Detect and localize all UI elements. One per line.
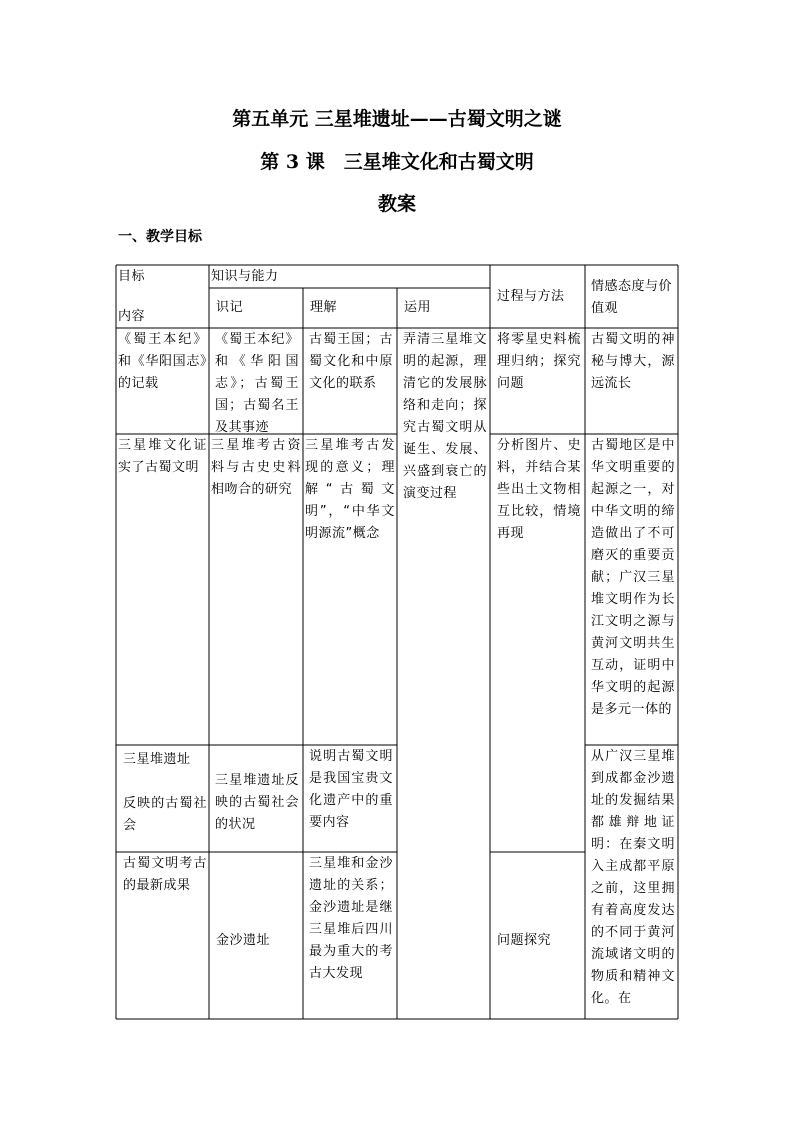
document-title: 教案 (377, 193, 416, 215)
r4-recall: 金沙遗址 (216, 933, 271, 948)
header-emotion: 情感态度与价值观 (591, 279, 673, 316)
header-content: 内容 (118, 309, 146, 324)
r3-content-title: 三星堆遗址 (123, 752, 191, 767)
apply-text: 弄清三星堆文明的起源，理清它的发展脉络和走向；探究古蜀文明从诞生、发展、兴盛到衰亡的演变过程 (403, 332, 487, 501)
header-process: 过程与方法 (497, 289, 565, 304)
r3-understand: 说明古蜀文明是我国宝贵文化遗产中的重要内容 (309, 749, 393, 830)
r1-content: 《蜀王本纪》和《华阳国志》的记载 (118, 332, 207, 391)
r4-content: 古蜀文明考古的最新成果 (123, 856, 207, 893)
r1-process: 将零星史料梳理归纳；探究问题 (497, 332, 581, 391)
r4-understand: 三星堆和金沙遗址的关系；金沙遗址是继三星堆后四川最为重大的考古大发现 (309, 856, 393, 981)
r2-process: 分析图片、史料，并结合某些出土文物相互比较，情境再现 (497, 438, 581, 541)
r2-content: 三星堆文化证实了古蜀文明 (118, 438, 207, 475)
section-heading: 一、教学目标 (118, 229, 202, 245)
r3-content-sub: 反映的古蜀社会 (123, 796, 207, 833)
emotion-continued: 从广汉三星堆到成都金沙遗址的发掘结果都雄辩地证明：在秦文明入主成都平原之前，这里拥有着高度发达的不同于黄河流域诸文明的物质和精神文化。在 (591, 749, 675, 1006)
r2-emotion: 古蜀地区是中华文明重要的起源之一，对中华文明的缔造做出了不可磨灭的重要贡献；广汉三星堆文明作为长江文明之源与黄河文明共生互动，证明中华文明的起源是多元一体的 (591, 438, 675, 717)
r2-recall: 三星堆考古资料与古史史料相吻合的研究 (211, 438, 301, 497)
unit-title: 第五单元 三星堆遗址——古蜀文明之谜 (232, 108, 562, 130)
r2-understand: 三星堆考古发现的意义；理解“古蜀文明”，“中华文明源流”概念 (305, 438, 395, 541)
r4-process: 问题探究 (497, 933, 552, 948)
r3-recall: 三星堆遗址反映的古蜀社会的状况 (215, 773, 299, 832)
r1-understand: 古蜀王国；古蜀文化和中原文化的联系 (309, 332, 393, 391)
header-apply: 运用 (404, 300, 432, 315)
header-recall: 识记 (216, 300, 244, 315)
header-knowledge: 知识与能力 (211, 269, 279, 284)
r1-recall: 《蜀王本纪》和《华阳国志》；古蜀王国；古蜀名王及其事迹 (215, 332, 299, 435)
header-target: 目标 (118, 269, 146, 284)
header-understand: 理解 (310, 300, 338, 315)
r1-emotion: 古蜀文明的神秘与博大，源远流长 (591, 332, 675, 391)
lesson-title: 第 3 课 三星堆文化和古蜀文明 (260, 151, 534, 173)
